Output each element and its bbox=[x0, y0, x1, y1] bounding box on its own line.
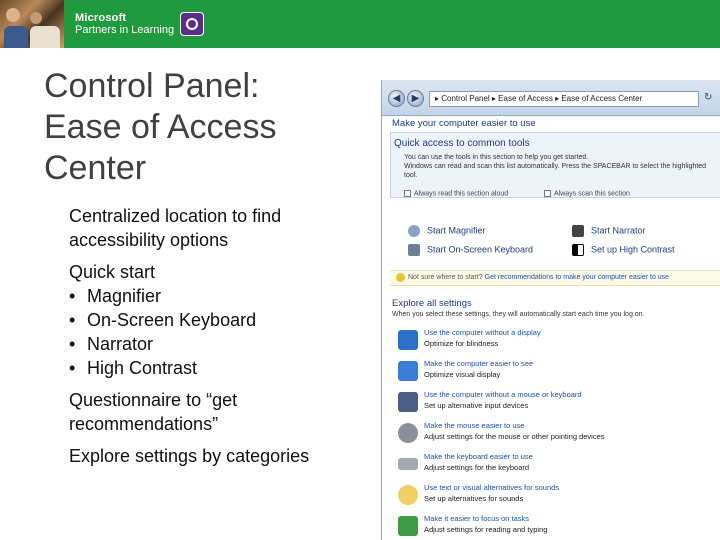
category-link[interactable]: Use the computer without a mouse or keyboard bbox=[424, 390, 582, 399]
explore-heading: Explore all settings bbox=[392, 298, 472, 309]
quick-access-text-1: You can use the tools in this section to help you get started. bbox=[404, 154, 589, 161]
start-osk-label: Start On-Screen Keyboard bbox=[427, 244, 534, 255]
slide-body bbox=[69, 204, 369, 476]
contrast-icon bbox=[572, 244, 584, 256]
category-desc: Set up alternative input devices bbox=[424, 401, 529, 410]
brand-line2: Partners in Learning bbox=[75, 24, 175, 36]
bullet-glyph: • bbox=[69, 310, 76, 330]
body-para-2 bbox=[69, 260, 369, 380]
category-link[interactable]: Make the computer easier to see bbox=[424, 359, 534, 368]
ease-of-access-window bbox=[381, 80, 720, 540]
bullet-item bbox=[69, 284, 369, 308]
body-para-1: Centralized location to find accessibility options bbox=[69, 206, 282, 250]
address-field[interactable]: ▸ Control Panel ▸ Ease of Access ▸ Ease of Access Center bbox=[429, 91, 699, 107]
keyboard-icon bbox=[408, 244, 420, 256]
category-link[interactable]: Make the mouse easier to use bbox=[424, 421, 525, 430]
quick-access-description bbox=[404, 153, 714, 180]
person-icon bbox=[398, 392, 418, 412]
category-item[interactable] bbox=[398, 514, 718, 540]
category-desc: Optimize visual display bbox=[424, 370, 501, 379]
high-contrast-label: Set up High Contrast bbox=[591, 244, 675, 255]
title-line-3: Center bbox=[44, 149, 147, 187]
bullet-text: On-Screen Keyboard bbox=[87, 310, 257, 330]
category-item[interactable] bbox=[398, 483, 718, 509]
quick-start-heading: Quick start bbox=[69, 262, 156, 282]
scan-section-label: Always scan this section bbox=[554, 190, 630, 198]
category-link[interactable]: Make the keyboard easier to use bbox=[424, 452, 533, 461]
bullet-text: High Contrast bbox=[87, 358, 198, 378]
start-narrator-link[interactable] bbox=[572, 225, 646, 237]
keyboard-icon bbox=[398, 458, 418, 470]
category-desc: Set up alternatives for sounds bbox=[424, 494, 524, 503]
banner-photo bbox=[0, 0, 64, 48]
forward-button[interactable]: ▶ bbox=[407, 90, 424, 107]
category-link[interactable]: Use text or visual alternatives for sounds bbox=[424, 483, 560, 492]
recommendation-hint bbox=[390, 270, 720, 286]
monitor-icon bbox=[398, 361, 418, 381]
high-contrast-link[interactable] bbox=[572, 244, 675, 256]
category-desc: Adjust settings for the keyboard bbox=[424, 463, 530, 472]
start-magnifier-label: Start Magnifier bbox=[427, 225, 486, 236]
focus-icon bbox=[398, 516, 418, 536]
start-magnifier-link[interactable] bbox=[408, 225, 486, 237]
back-button[interactable]: ◀ bbox=[388, 90, 405, 107]
start-narrator-label: Start Narrator bbox=[591, 225, 646, 236]
category-link[interactable]: Make it easier to focus on tasks bbox=[424, 514, 530, 523]
category-item[interactable] bbox=[398, 328, 718, 354]
read-aloud-label: Always read this section aloud bbox=[414, 190, 509, 198]
quick-access-text-2: Windows can read and scan this list automatically. Press the SPACEBAR to select the highlighted tool. bbox=[404, 163, 707, 179]
microsoft-logo bbox=[75, 12, 174, 36]
quick-access-title: Quick access to common tools bbox=[394, 138, 530, 149]
narrator-icon bbox=[572, 225, 584, 237]
body-para-4: Explore settings by categories bbox=[69, 446, 310, 466]
bullet-item bbox=[69, 308, 369, 332]
speech-bubble-icon bbox=[398, 485, 418, 505]
refresh-icon[interactable]: ↻ bbox=[704, 92, 713, 103]
bullet-text: Narrator bbox=[87, 334, 154, 354]
bullet-glyph: • bbox=[69, 358, 76, 378]
windows-logo-icon bbox=[180, 12, 204, 36]
start-osk-link[interactable] bbox=[408, 244, 533, 256]
title-line-2: Ease of Access bbox=[44, 108, 277, 146]
explore-subtext: When you select these settings, they will automatically start each time you log on. bbox=[392, 311, 645, 318]
top-banner bbox=[0, 0, 720, 48]
display-icon bbox=[398, 330, 418, 350]
bullet-text: Magnifier bbox=[87, 286, 162, 306]
magnifier-icon bbox=[408, 225, 420, 237]
bullet-item bbox=[69, 332, 369, 356]
category-desc: Adjust settings for reading and typing bbox=[424, 525, 548, 534]
category-item[interactable] bbox=[398, 359, 718, 385]
brand-line1: Microsoft bbox=[75, 12, 127, 24]
scan-section-checkbox[interactable] bbox=[544, 190, 630, 197]
get-recommendations-link[interactable]: Get recommendations to make your computer easier to use bbox=[484, 274, 670, 281]
bullet-glyph: • bbox=[69, 286, 76, 306]
category-desc: Optimize for blindness bbox=[424, 339, 499, 348]
hint-prefix: Not sure where to start? bbox=[408, 274, 483, 281]
bullet-item bbox=[69, 356, 369, 380]
body-para-3: Questionnaire to “get recommendations” bbox=[69, 390, 238, 434]
question-icon bbox=[396, 273, 405, 282]
read-aloud-checkbox[interactable] bbox=[404, 190, 508, 197]
bullet-glyph: • bbox=[69, 334, 76, 354]
category-item[interactable] bbox=[398, 390, 718, 416]
category-item[interactable] bbox=[398, 452, 718, 478]
category-desc: Adjust settings for the mouse or other pointing devices bbox=[424, 432, 605, 441]
slide-title bbox=[44, 66, 364, 189]
category-item[interactable] bbox=[398, 421, 718, 447]
mouse-icon bbox=[398, 423, 418, 443]
address-bar-area bbox=[382, 80, 720, 116]
category-link[interactable]: Use the computer without a display bbox=[424, 328, 541, 337]
title-line-1: Control Panel: bbox=[44, 67, 260, 105]
page-heading: Make your computer easier to use bbox=[392, 118, 536, 129]
